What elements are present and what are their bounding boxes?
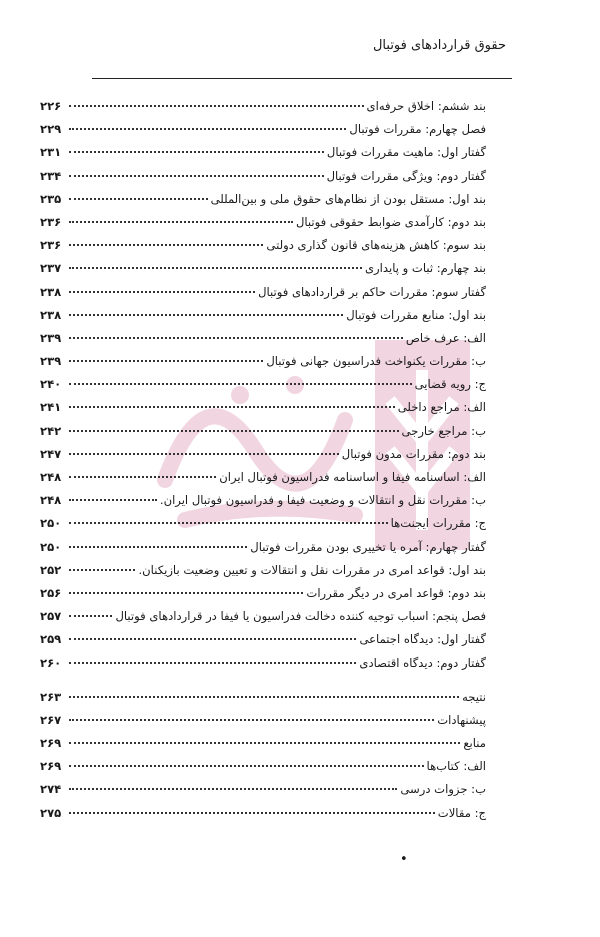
- toc-entry: [40, 732, 486, 755]
- toc-entry-page: ۲۶۳: [40, 689, 62, 704]
- toc-entry-title: الف: عرف خاص: [405, 330, 486, 345]
- dot-leader: [69, 765, 424, 767]
- toc-entry-page: ۲۳۵: [40, 191, 62, 206]
- dot-leader: [69, 406, 395, 408]
- dot-leader: [69, 221, 293, 223]
- toc-entry-title: الف: کتاب‌ها: [426, 759, 486, 774]
- toc-entry-title: بند دوم: قواعد امری در دیگر مقررات: [306, 585, 486, 600]
- running-head: حقوق قراردادهای فوتبال: [372, 38, 506, 53]
- toc-entry-title: گفتار دوم: دیدگاه اقتصادی: [359, 655, 486, 670]
- toc-entry: [40, 709, 486, 732]
- toc-entry: [40, 211, 486, 234]
- toc-entry-page: ۲۵۹: [40, 632, 62, 647]
- toc-entry-title: نتیجه: [462, 689, 486, 704]
- toc-entry-page: ۲۳۹: [40, 330, 62, 345]
- toc-entry-page: ۲۵۲: [40, 562, 62, 577]
- toc-entry: [40, 95, 486, 118]
- toc-entry: [40, 188, 486, 211]
- dot-leader: [69, 696, 459, 698]
- toc-entry: [40, 304, 486, 327]
- dot-leader: [69, 812, 435, 814]
- dot-leader: [69, 476, 216, 478]
- toc-entry-page: ۲۴۰: [40, 377, 62, 392]
- toc-entry-page: ۲۴۷: [40, 446, 62, 461]
- toc-entry: [40, 165, 486, 188]
- toc-entry-page: ۲۵۷: [40, 609, 62, 624]
- toc-entry-page: ۲۳۱: [40, 145, 62, 160]
- toc-entry-title: پیشنهادات: [437, 712, 486, 727]
- dot-leader: [69, 592, 303, 594]
- dot-leader: [69, 244, 263, 246]
- dot-leader: [69, 662, 356, 664]
- toc-entry-page: ۲۷۵: [40, 805, 62, 820]
- toc-entry: [40, 605, 486, 628]
- toc-entry-title: بند چهارم: ثبات و پایداری: [364, 261, 486, 276]
- toc-entry-page: ۲۳۷: [40, 261, 62, 276]
- toc-entry-title: گفتار چهارم: آمره یا تخییری بودن مقررات فوتبال: [250, 539, 486, 554]
- dot-leader: [69, 453, 339, 455]
- toc-entry-title: بند اول: مستقل بودن از نظام‌های حقوق ملی و بین‌المللی: [210, 191, 486, 206]
- toc-entry: [40, 141, 486, 164]
- toc-entry: [40, 118, 486, 141]
- toc-entry-page: ۲۵۶: [40, 585, 62, 600]
- toc-entry-page: ۲۳۸: [40, 284, 62, 299]
- toc-entry-title: ج: مقالات: [437, 805, 486, 820]
- dot-leader: [69, 360, 263, 362]
- dot-leader: [69, 742, 460, 744]
- dot-leader: [69, 569, 135, 571]
- toc-entry: [40, 536, 486, 559]
- toc-entry: [40, 420, 486, 443]
- toc-entry-page: ۲۶۹: [40, 759, 62, 774]
- toc-entry-page: ۲۶۷: [40, 712, 62, 727]
- toc-entry-page: ۲۲۶: [40, 99, 62, 113]
- header-rule: [92, 78, 512, 79]
- footer-mark: •: [400, 852, 408, 867]
- toc-entry: [40, 559, 486, 582]
- toc-entry: [40, 628, 486, 651]
- toc-entry-title: بند دوم: کارآمدی ضوابط حقوقی فوتبال: [295, 214, 486, 229]
- toc-entry-title: ب: جزوات درسی: [400, 782, 486, 797]
- toc-entry-title: ب: مراجع خارجی: [401, 423, 486, 438]
- toc-entry-title: الف: مراجع داخلی: [397, 400, 486, 415]
- toc-entry-title: گفتار سوم: مقررات حاکم بر قراردادهای فوتبال: [258, 284, 486, 299]
- toc-entry-title: منابع: [463, 736, 486, 751]
- dot-leader: [69, 522, 388, 524]
- toc-entry: [40, 350, 486, 373]
- toc-entry-page: ۲۴۸: [40, 493, 62, 508]
- toc-entry-page: ۲۷۴: [40, 782, 62, 797]
- toc-entry: [40, 373, 486, 396]
- toc-entry-page: ۲۶۰: [40, 655, 62, 670]
- dot-leader: [69, 615, 112, 617]
- toc-entry: [40, 257, 486, 280]
- toc-entry-page: ۲۳۶: [40, 214, 62, 229]
- toc-entry: [40, 489, 486, 512]
- toc-entry-page: ۲۳۶: [40, 238, 62, 253]
- dot-leader: [69, 151, 324, 153]
- toc-entry: [40, 652, 486, 675]
- toc-entry-title: فصل چهارم: مقررات فوتبال: [349, 122, 486, 137]
- dot-leader: [69, 198, 208, 200]
- dot-leader: [69, 546, 247, 548]
- dot-leader: [69, 337, 403, 339]
- toc-entry: [40, 327, 486, 350]
- toc-entry-title: گفتار دوم: ویژگی مقررات فوتبال: [326, 168, 486, 183]
- toc-entry-page: ۲۵۰: [40, 516, 62, 531]
- toc-entry: [40, 512, 486, 535]
- toc-entry-title: فصل پنجم: اسباب توجیه کننده دخالت فدراسیون یا فیفا در قراردادهای فوتبال: [115, 609, 486, 624]
- toc-entry: [40, 466, 486, 489]
- toc-entry-page: ۲۶۹: [40, 736, 62, 751]
- toc-entry-title: بند اول: منابع مقررات فوتبال: [346, 307, 486, 322]
- dot-leader: [69, 788, 397, 790]
- toc-entry-title: ب: مقررات نقل و انتقالات و وضعیت فیفا و فدراسیون فوتبال ایران.: [159, 493, 486, 508]
- toc-entry-title: ج: رویه قضایی: [414, 377, 486, 392]
- toc-entry-page: ۲۴۸: [40, 470, 62, 484]
- dot-leader: [69, 291, 255, 293]
- toc-entry-title: بند ششم: اخلاق حرفه‌ای: [366, 99, 486, 113]
- toc-entry: [40, 755, 486, 778]
- toc-entry-title: بند سوم: کاهش هزینه‌های قانون گذاری دولتی: [266, 238, 486, 253]
- toc-entry-title: گفتار اول: ماهیت مقررات فوتبال: [326, 145, 486, 160]
- dot-leader: [69, 719, 434, 721]
- toc-entry-title: بند اول: قواعد امری در مقررات نقل و انتقالات و تعیین وضعیت بازیکنان.: [138, 562, 486, 577]
- toc-entry-title: گفتار اول: دیدگاه اجتماعی: [359, 632, 486, 647]
- dot-leader: [69, 314, 343, 316]
- dot-leader: [69, 267, 362, 269]
- toc-entry-title: ج: مقررات ایجنت‌ها: [390, 516, 486, 531]
- toc-entry-page: ۲۲۹: [40, 122, 62, 137]
- toc-entry: [40, 234, 486, 257]
- toc-entry: [40, 443, 486, 466]
- dot-leader: [69, 105, 364, 107]
- toc-entry: [40, 686, 486, 709]
- dot-leader: [69, 499, 157, 501]
- toc-entry-page: ۲۳۴: [40, 168, 62, 183]
- toc-entry-page: ۲۳۸: [40, 307, 62, 322]
- toc-entry-page: ۲۵۰: [40, 539, 62, 554]
- toc-entry: [40, 396, 486, 419]
- toc-entry: [40, 778, 486, 801]
- dot-leader: [69, 638, 356, 640]
- toc-entry: [40, 582, 486, 605]
- toc-entry-page: ۲۴۲: [40, 423, 62, 438]
- toc-entry: [40, 281, 486, 304]
- toc-entry: [40, 802, 486, 825]
- toc-entry-title: الف: اساسنامه فیفا و اساسنامه فدراسیون فوتبال ایران: [219, 470, 486, 484]
- toc-entry-page: ۲۴۱: [40, 400, 62, 415]
- toc-entry-title: بند دوم: مقررات مدون فوتبال: [341, 446, 486, 461]
- dot-leader: [69, 175, 324, 177]
- table-of-contents: [40, 95, 486, 825]
- dot-leader: [69, 383, 412, 385]
- dot-leader: [69, 128, 346, 130]
- dot-leader: [69, 430, 399, 432]
- toc-entry-title: ب: مقررات یکنواخت فدراسیون جهانی فوتبال: [266, 354, 486, 369]
- toc-entry-page: ۲۳۹: [40, 354, 62, 369]
